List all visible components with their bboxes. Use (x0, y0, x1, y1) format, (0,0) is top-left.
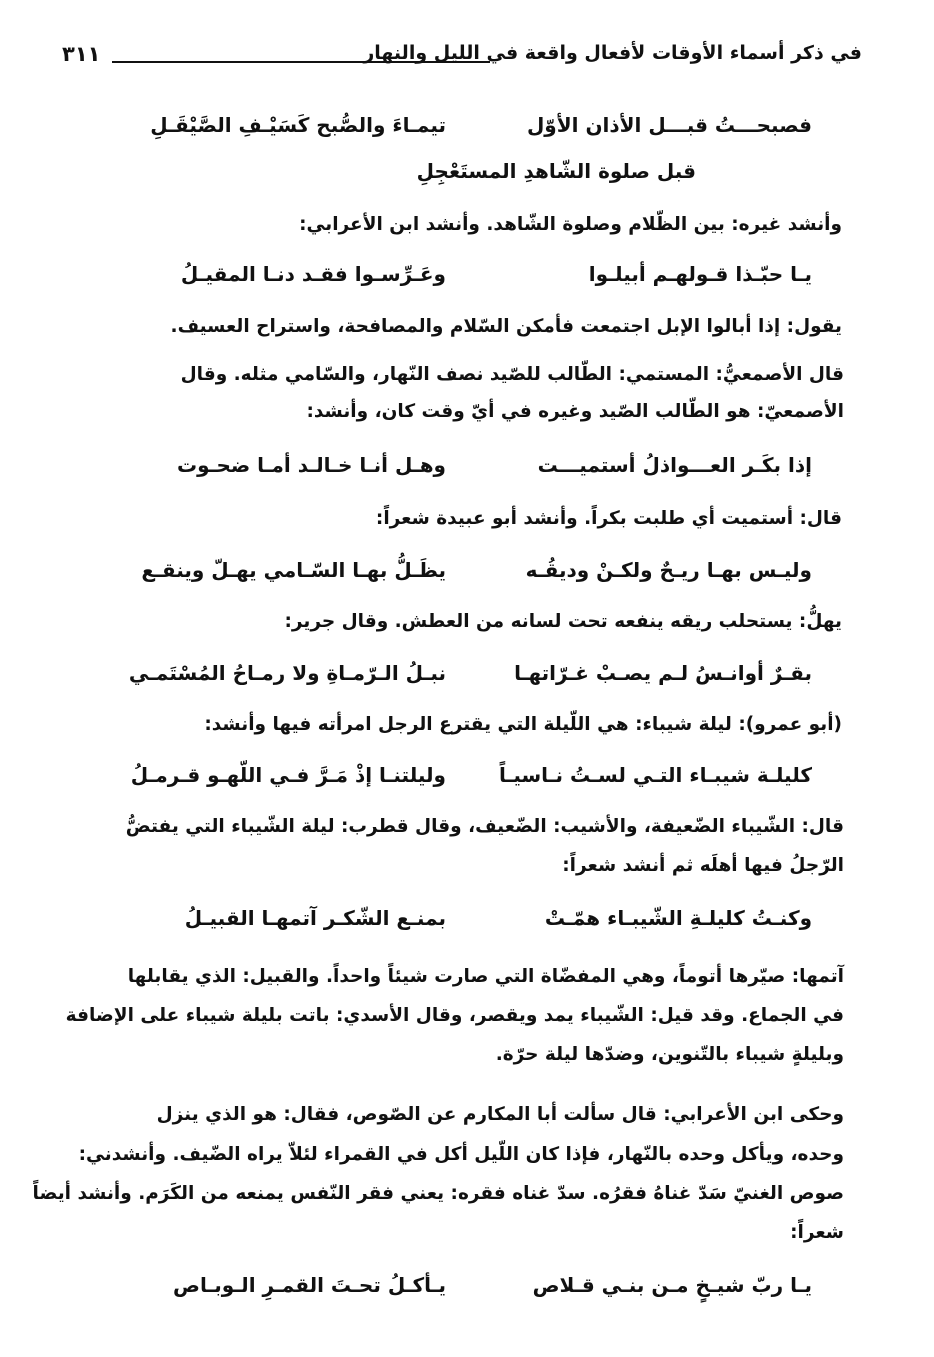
verse-hemistich-second: نبـلُ الـرّمـاةِ ولا رمـاحُ المُسْتَمـي (128, 661, 446, 685)
verse-hemistich-second: تيمـاءَ والصُّبح كَسَيْـفِ الصَّيْقَـلِ (150, 113, 446, 137)
prose-line: يقول: إذا أبالوا الإبل اجتمعت فأمكن السّلام والمصافحة، واستراح العسيف. (170, 316, 842, 337)
prose-line: في الجماع. وقد قيل: الشّيباء يمد ويقصر، وقال الأسدي: باتت بليلة شيباء على الإضافة (65, 1005, 844, 1026)
page-number: ٣١١ (62, 42, 101, 66)
verse-hemistich-first: يـا ربّ شيـخٍ مـن بنـي قـلاص (532, 1273, 812, 1297)
prose-line: الأصمعيّ: هو الطّالب الصّيد وغيره في أيّ وقت كان، وأنشد: (306, 401, 844, 422)
prose-line: الرّجلُ فيها أهلَه ثم أنشد شعراً: (562, 855, 844, 876)
verse-hemistich-second: يظَـلُّ بهـا السّـامي يهـلّ وينقـع (141, 558, 446, 582)
running-title: في ذكر أسماء الأوقات لأفعال واقعة في الليل والنهار (363, 42, 862, 64)
prose-line: آتمها: صيّرها أتوماً، وهي المفضّاة التي صارت شيئاً واحداً. والقبيل: الذي يقابلها (127, 966, 844, 987)
verse-hemistich-first: كليلـة شيبـاء التـي لسـتُ نـاسيـاً (498, 763, 812, 787)
verse-hemistich-second: يـأكـلُ تحـتَ القمـرِ الـوبـاص (173, 1273, 446, 1297)
prose-line: يهلُّ: يستحلب ريقه ينفعه تحت لسانه من العطش. وقال جرير: (284, 611, 842, 632)
prose-line: وأنشد غيره: بين الظّلام وصلوة الشّاهد. وأنشد ابن الأعرابي: (299, 214, 842, 235)
verse-hemistich-second: بمنـع الشّكـر آتمهـا القبيـلُ (184, 906, 446, 930)
prose-line: قال الأصمعيُّ: المستمي: الطّالب للصّيد نصف النّهار، والسّامي مثله. وقال (180, 364, 844, 385)
verse-hemistich-first: وليـس بهـا ريـحٌ ولكـنْ وديقُـه (525, 558, 812, 582)
verse-hemistich-first: وكنـتُ كليلـةِ الشّيبـاء همّـتْ (544, 906, 812, 930)
verse-hemistich-first: إذا بكَـر العـــواذلُ أستميـــت (537, 453, 812, 477)
page-header (62, 34, 862, 74)
verse-hemistich-second: وهـل أنـا خـالـد أمـا ضحـوت (176, 453, 446, 477)
prose-line: قال: الشّيباء الضّعيفة، والأشيب: الضّعيف، وقال قطرب: ليلة الشّيباء التي يفتضُّ (125, 816, 844, 837)
prose-line: وحده، ويأكل وحده بالنّهار، فإذا كان اللّيل أكل في القمراء لئلاّ يراه الضّيف. وأنشدني: (78, 1144, 844, 1165)
prose-line: وبليلةٍ شيباء بالتّنوين، وضدّها ليلة حرّة. (495, 1044, 844, 1065)
verse-hemistich-second: وعَـرِّسـوا فقـد دنـا المقيـلُ (180, 262, 446, 286)
verse-solo-line: قبل صلوة الشّاهدِ المستَعْجِلِ (416, 159, 696, 183)
prose-line: صوص الغنيّ سَدّ غناهُ فقرُه. سدّ غناه فقره: يعني فقر النّفس يمنعه من الكَرَم. وأنشد أيضاً (32, 1183, 844, 1204)
prose-line: قال: أستميت أي طلبت بكراً. وأنشد أبو عبيدة شعراً: (375, 508, 842, 529)
prose-line: شعراً: (790, 1222, 844, 1243)
verse-hemistich-first: بقـرٌ أوانـسُ لـم يصـبْ غـرّاتهـا (514, 661, 812, 685)
prose-line: وحكى ابن الأعرابي: قال سألت أبا المكارم عن الصّوص، فقال: هو الذي ينزل (156, 1104, 844, 1125)
header-rule (112, 61, 490, 63)
verse-hemistich-first: فصبحـــتُ قبـــل الأذان الأوّل (526, 113, 812, 137)
verse-hemistich-second: وليلتنـا إذْ مَـرَّ فـي اللّهـو قـرمـلُ (130, 763, 446, 787)
verse-hemistich-first: يـا حبّـذا قـولهـم أبيلـوا (588, 262, 812, 286)
prose-line: (أبو عمرو): ليلة شيباء: هي اللّيلة التي يقترع الرجل امرأته فيها وأنشد: (204, 714, 842, 735)
